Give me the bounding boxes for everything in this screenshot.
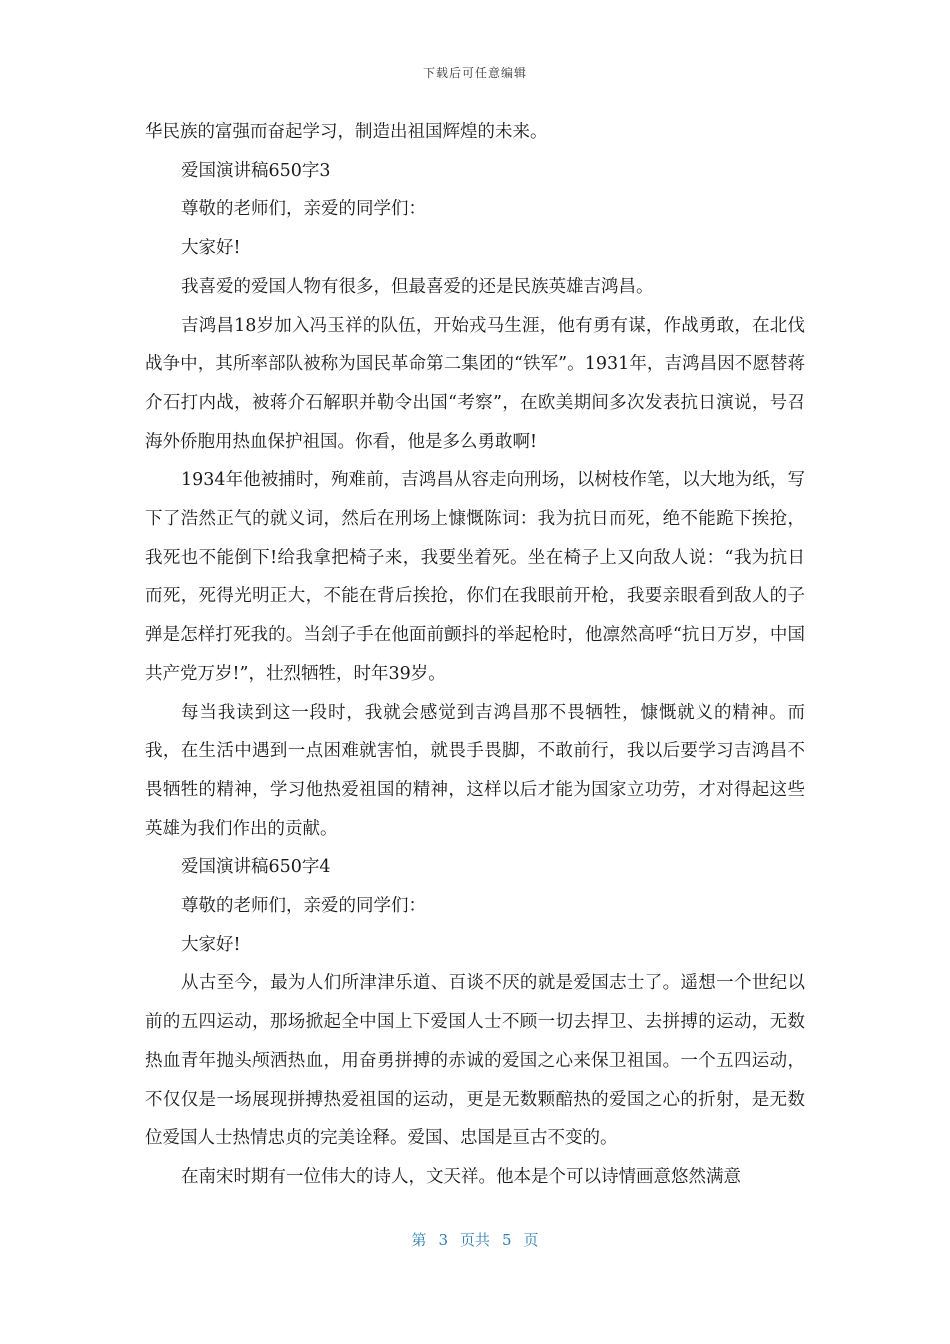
page-label-suffix: 页 [523, 1231, 539, 1249]
salutation: 尊敬的老师们，亲爱的同学们： [181, 896, 426, 917]
current-page-number: 3 [438, 1231, 448, 1249]
greeting: 大家好! [181, 238, 241, 259]
page-footer [0, 1229, 950, 1250]
page-label-mid: 页共 [459, 1231, 490, 1249]
paragraph: 华民族的富强而奋起学习，制造出祖国辉煌的未来。 [145, 122, 548, 142]
salutation: 尊敬的老师们，亲爱的同学们： [181, 199, 426, 220]
section-title: 爱国演讲稿650字4 [181, 857, 331, 878]
paragraph: 吉鸿昌18岁加入冯玉祥的队伍，开始戎马生涯，他有勇有谋，作战勇敢，在北伐战争中，其所率部队被称为国民革命第二集团的“铁军”。1931年，吉鸿昌因不愿替蒋介石打内战，被蒋介石解职并勒令出国“考察”，在欧美期间多次发表抗日演说，号召海外侨胞用热血保护祖国。你看，他是多么勇敢啊! [145, 315, 805, 452]
section-title: 爱国演讲稿650字3 [181, 160, 331, 181]
document-body [145, 113, 805, 1197]
total-pages-number: 5 [502, 1231, 512, 1249]
greeting: 大家好! [181, 934, 241, 955]
paragraph: 1934年他被捕时，殉难前，吉鸿昌从容走向刑场，以树枝作笔，以大地为纸，写下了浩然正气的就义词，然后在刑场上慷慨陈词：我为抗日而死，绝不能跪下挨抢，我死也不能倒下!给我拿把椅子来，我要坐着死。坐在椅子上又向敌人说：“我为抗日而死，死得光明正大，不能在背后挨抢，你们在我眼前开枪，我要亲眼看到敌人的子弹是怎样打死我的。当刽子手在他面前颤抖的举起枪时，他凛然高呼“抗日万岁，中国共产党万岁!”，壮烈牺牲，时年39岁。 [145, 470, 805, 684]
paragraph: 我喜爱的爱国人物有很多，但最喜爱的还是民族英雄吉鸿昌。 [181, 276, 654, 297]
page-label-prefix: 第 [411, 1231, 427, 1249]
paragraph: 从古至今，最为人们所津津乐道、百谈不厌的就是爱国志士了。遥想一个世纪以前的五四运动，那场掀起全中国上下爱国人士不顾一切去捍卫、去拼搏的运动，无数热血青年抛头颅洒热血，用奋勇拼搏的赤诚的爱国之心来保卫祖国。一个五四运动，不仅仅是一场展现拼搏热爱祖国的运动，更是无数颗醅热的爱国之心的折射，是无数位爱国人士热情忠贞的完美诠释。爱国、忠国是亘古不变的。 [145, 973, 805, 1149]
paragraph: 每当我读到这一段时，我就会感觉到吉鸿昌那不畏牺牲，慷慨就义的精神。而我，在生活中遇到一点困难就害怕，就畏手畏脚，不敢前行，我以后要学习吉鸿昌不畏牺牲的精神，学习他热爱祖国的精神，这样以后才能为国家立功劳，才对得起这些英雄为我们作出的贡献。 [145, 702, 805, 839]
page-header: 下载后可任意编辑 [422, 66, 527, 80]
paragraph: 在南宋时期有一位伟大的诗人，文天祥。他本是个可以诗情画意悠然满意 [181, 1166, 741, 1187]
